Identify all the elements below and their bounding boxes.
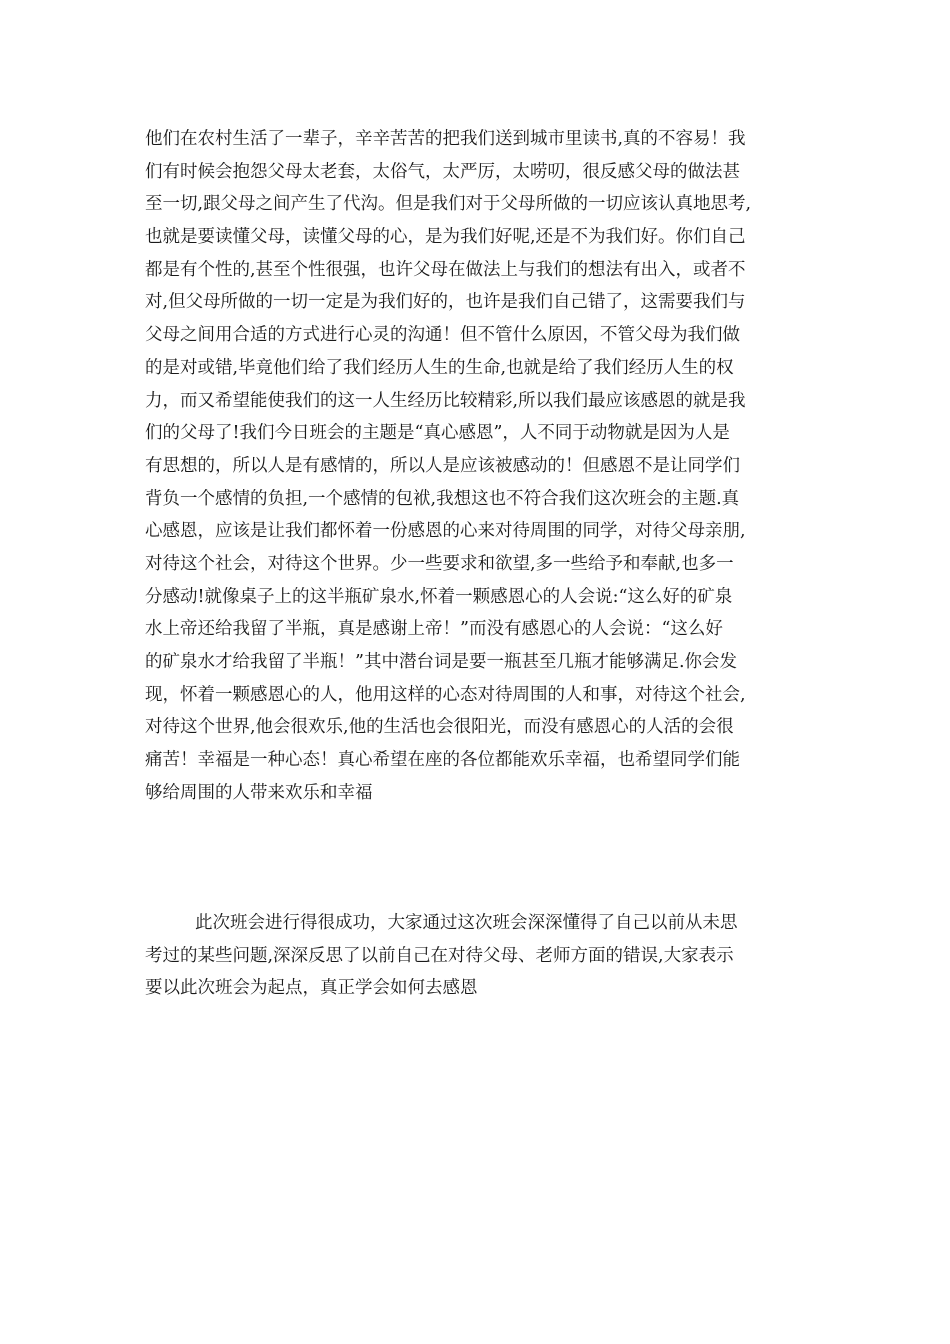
text-line: 考过的某些问题,深深反思了以前自己在对待父母、老师方面的错误,大家表示 xyxy=(145,945,734,966)
text-line: 至一切,跟父母之间产生了代沟。但是我们对于父母所做的一切应该认真地思考, xyxy=(145,194,752,215)
text-line: 要以此次班会为起点，真正学会如何去感恩 xyxy=(145,978,478,999)
text-line: 们的父母了!我们今日班会的主题是“真心感恩”，人不同于动物就是因为人是 xyxy=(145,423,730,444)
text-line: 背负一个感情的负担,一个感情的包袱,我想这也不符合我们这次班会的主题.真 xyxy=(145,488,740,509)
text-line: 父母之间用合适的方式进行心灵的沟通！但不管什么原因，不管父母为我们做 xyxy=(145,325,740,346)
text-line: 现，怀着一颗感恩心的人，他用这样的心态对待周围的人和事，对待这个社会, xyxy=(145,684,746,705)
text-line: 心感恩，应该是让我们都怀着一份感恩的心来对待周围的同学，对待父母亲朋, xyxy=(145,521,746,542)
text-line: 对待这个社会，对待这个世界。少一些要求和欲望,多一些给予和奉献,也多一 xyxy=(145,553,734,574)
paragraph-1 xyxy=(145,123,815,809)
text-line: 也就是要读懂父母，读懂父母的心，是为我们好呢,还是不为我们好。你们自己 xyxy=(145,227,746,248)
text-line: 有思想的，所以人是有感情的，所以人是应该被感动的！但感恩不是让同学们 xyxy=(145,455,740,476)
text-line: 痛苦！幸福是一种心态！真心希望在座的各位都能欢乐幸福，也希望同学们能 xyxy=(145,750,740,771)
text-line: 对,但父母所做的一切一定是为我们好的，也许是我们自己错了，这需要我们与 xyxy=(145,292,746,313)
text-line: 们有时候会抱怨父母太老套，太俗气，太严厉，太唠叨，很反感父母的做法甚 xyxy=(145,161,740,182)
text-line: 的是对或错,毕竟他们给了我们经历人生的生命,也就是给了我们经历人生的权 xyxy=(145,357,734,378)
text-line: 此次班会进行得很成功，大家通过这次班会深深懂得了自己以前从未思 xyxy=(195,913,738,933)
text-line: 的矿泉水才给我留了半瓶！”其中潜台词是要一瓶甚至几瓶才能够满足.你会发 xyxy=(145,652,738,672)
paragraph-2 xyxy=(145,907,815,1005)
text-line: 分感动!就像桌子上的这半瓶矿泉水,怀着一颗感恩心的人会说:“这么好的矿泉 xyxy=(145,586,733,607)
text-line: 力，而又希望能使我们的这一人生经历比较精彩,所以我们最应该感恩的就是我 xyxy=(145,390,746,411)
text-line: 他们在农村生活了一辈子，辛辛苦苦的把我们送到城市里读书,真的不容易！我 xyxy=(145,129,746,149)
text-line: 对待这个世界,他会很欢乐,他的生活也会很阳光，而没有感恩心的人活的会很 xyxy=(145,717,734,738)
text-line: 够给周围的人带来欢乐和幸福 xyxy=(145,782,373,803)
text-line: 都是有个性的,甚至个性很强，也许父母在做法上与我们的想法有出入，或者不 xyxy=(145,259,746,280)
text-line: 水上帝还给我留了半瓶，真是感谢上帝！”而没有感恩心的人会说：“这么好 xyxy=(145,619,723,640)
